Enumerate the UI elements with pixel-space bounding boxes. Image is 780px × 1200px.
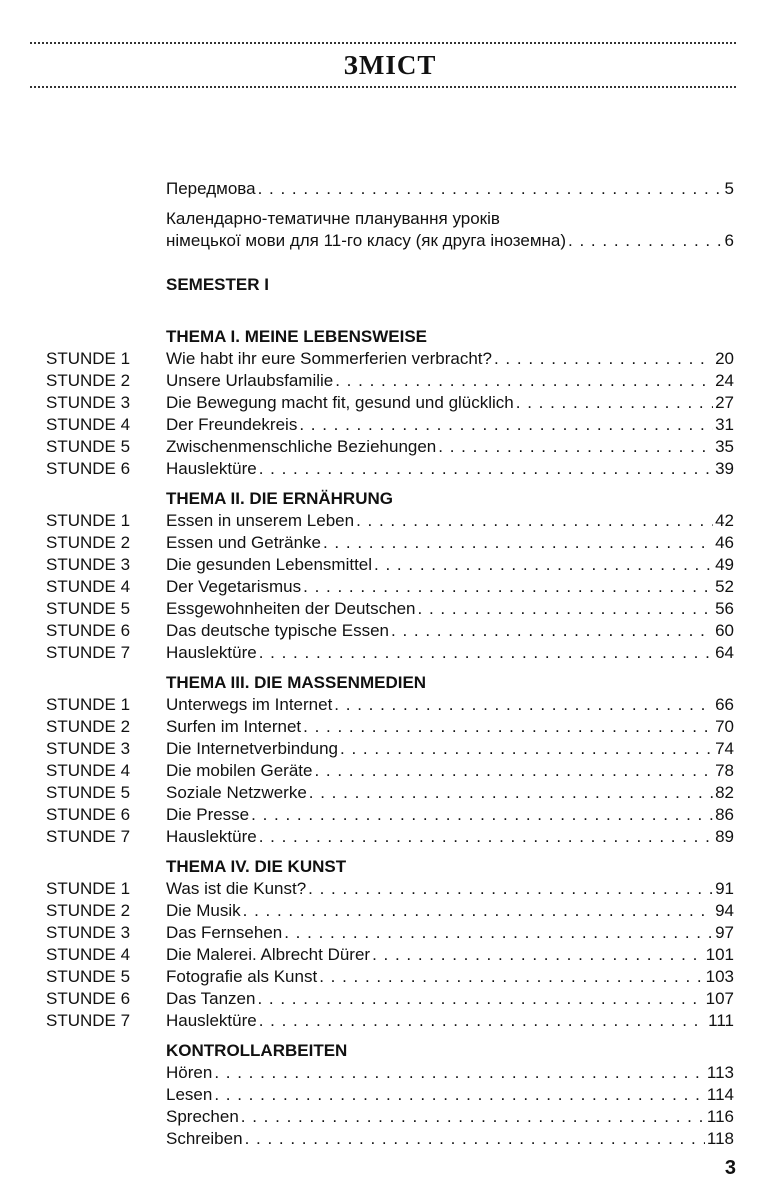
- lesson-row[interactable]: [0, 966, 780, 988]
- theme-heading: THEMA I. MEINE LEBENSWEISE: [166, 327, 428, 346]
- lesson-row[interactable]: [0, 922, 780, 944]
- lesson-number: STUNDE 5: [46, 599, 131, 618]
- dot-leader: [314, 760, 713, 782]
- lesson-row[interactable]: [0, 826, 780, 848]
- lesson-number: STUNDE 5: [46, 783, 131, 802]
- theme-heading: THEMA IV. DIE KUNST: [166, 857, 347, 876]
- lesson-number: STUNDE 6: [46, 989, 131, 1008]
- theme-heading-row: [0, 856, 780, 878]
- lesson-number: STUNDE 4: [46, 761, 131, 780]
- lesson-title: Die Bewegung macht fit, gesund und glücklich: [166, 393, 514, 412]
- dot-leader: [356, 510, 713, 532]
- lesson-number: STUNDE 2: [46, 533, 131, 552]
- dot-leader: [257, 988, 703, 1010]
- lesson-title: Die gesunden Lebensmittel: [166, 555, 373, 574]
- lesson-row[interactable]: [0, 436, 780, 458]
- dot-leader: [214, 1062, 705, 1084]
- lesson-row[interactable]: [0, 988, 780, 1010]
- lesson-row[interactable]: [0, 576, 780, 598]
- dot-leader: [258, 178, 723, 200]
- lesson-page: 86: [715, 805, 734, 824]
- theme-heading: THEMA III. DIE MASSENMEDIEN: [166, 673, 427, 692]
- toc-entry-planning[interactable]: [0, 230, 780, 252]
- dot-leader: [494, 348, 713, 370]
- lesson-title: Fotografie als Kunst: [166, 967, 318, 986]
- lesson-row[interactable]: [0, 760, 780, 782]
- lesson-page: 89: [715, 827, 734, 846]
- theme-heading-row: [0, 672, 780, 694]
- lesson-number: STUNDE 1: [46, 511, 131, 530]
- lesson-page: 94: [715, 901, 734, 920]
- lesson-row[interactable]: [0, 348, 780, 370]
- lesson-page: 35: [715, 437, 734, 456]
- dot-leader: [243, 900, 713, 922]
- test-page: 118: [706, 1129, 734, 1148]
- dot-leader: [299, 414, 713, 436]
- lesson-number: STUNDE 4: [46, 945, 131, 964]
- lesson-title: Hauslektüre: [166, 1011, 257, 1030]
- test-title: Sprechen: [166, 1107, 239, 1126]
- lesson-number: STUNDE 6: [46, 805, 131, 824]
- lesson-number: STUNDE 7: [46, 643, 131, 662]
- dot-leader: [372, 944, 704, 966]
- dot-leader: [309, 782, 713, 804]
- dot-leader: [334, 694, 713, 716]
- lesson-title: Die Musik: [166, 901, 241, 920]
- lesson-row[interactable]: [0, 620, 780, 642]
- lesson-page: 107: [705, 989, 734, 1008]
- lesson-page: 42: [715, 511, 734, 530]
- lesson-number: STUNDE 2: [46, 371, 131, 390]
- table-of-contents: [0, 178, 780, 1150]
- theme-heading-row: [0, 488, 780, 510]
- dot-leader: [418, 598, 714, 620]
- lesson-title: Was ist die Kunst?: [166, 879, 307, 898]
- lesson-title: Hauslektüre: [166, 827, 257, 846]
- lesson-page: 52: [715, 577, 734, 596]
- lesson-page: 31: [715, 415, 734, 434]
- lesson-row[interactable]: [0, 510, 780, 532]
- toc-entry-page: 6: [724, 231, 734, 250]
- dot-leader: [241, 1106, 705, 1128]
- lesson-title: Unsere Urlaubsfamilie: [166, 371, 334, 390]
- lesson-row[interactable]: [0, 642, 780, 664]
- toc-entry-title: німецької мови для 11-го класу (як друга іноземна): [166, 231, 567, 250]
- lesson-title: Zwischenmenschliche Beziehungen: [166, 437, 437, 456]
- lesson-row[interactable]: [0, 1010, 780, 1032]
- semester-heading-row: [0, 274, 780, 296]
- lesson-number: STUNDE 5: [46, 967, 131, 986]
- lesson-row[interactable]: [0, 804, 780, 826]
- lesson-number: STUNDE 7: [46, 1011, 131, 1030]
- lesson-number: STUNDE 3: [46, 923, 131, 942]
- theme-heading-row: [0, 326, 780, 348]
- lesson-title: Surfen im Internet: [166, 717, 302, 736]
- lesson-page: 97: [715, 923, 734, 942]
- dot-leader: [303, 576, 713, 598]
- lesson-row[interactable]: [0, 414, 780, 436]
- bottom-dotted-rule: [30, 86, 736, 88]
- tests-heading: KONTROLLARBEITEN: [166, 1041, 348, 1060]
- lesson-title: Essgewohnheiten der Deutschen: [166, 599, 416, 618]
- lesson-title: Der Freundekreis: [166, 415, 298, 434]
- dot-leader: [251, 804, 713, 826]
- lesson-row[interactable]: [0, 370, 780, 392]
- lesson-title: Das Fernsehen: [166, 923, 283, 942]
- lesson-page: 78: [715, 761, 734, 780]
- dot-leader: [323, 532, 713, 554]
- lesson-page: 111: [708, 1011, 734, 1030]
- lesson-number: STUNDE 1: [46, 879, 131, 898]
- lesson-number: STUNDE 3: [46, 555, 131, 574]
- toc-entry-foreword[interactable]: [0, 178, 780, 200]
- lesson-number: STUNDE 3: [46, 739, 131, 758]
- lesson-row[interactable]: [0, 392, 780, 414]
- lesson-number: STUNDE 2: [46, 901, 131, 920]
- lesson-page: 46: [715, 533, 734, 552]
- test-page: 116: [706, 1107, 734, 1126]
- test-row[interactable]: [0, 1062, 780, 1084]
- dot-leader: [568, 230, 723, 252]
- lesson-number: STUNDE 1: [46, 349, 131, 368]
- lesson-row[interactable]: [0, 944, 780, 966]
- page-title: ЗМІСТ: [343, 50, 437, 80]
- theme-heading: THEMA II. DIE ERNÄHRUNG: [166, 489, 393, 508]
- lesson-title: Unterwegs im Internet: [166, 695, 333, 714]
- lesson-number: STUNDE 6: [46, 621, 131, 640]
- lesson-row[interactable]: [0, 782, 780, 804]
- lesson-page: 60: [715, 621, 734, 640]
- lesson-title: Das Tanzen: [166, 989, 256, 1008]
- toc-entry-page: 5: [724, 179, 734, 198]
- lesson-number: STUNDE 4: [46, 577, 131, 596]
- lesson-page: 70: [715, 717, 734, 736]
- lesson-title: Die Malerei. Albrecht Dürer: [166, 945, 371, 964]
- tests-heading-row: [0, 1040, 780, 1062]
- lesson-page: 91: [715, 879, 734, 898]
- lesson-page: 66: [715, 695, 734, 714]
- lesson-title: Soziale Netzwerke: [166, 783, 307, 802]
- lesson-row[interactable]: [0, 878, 780, 900]
- lesson-page: 27: [715, 393, 734, 412]
- dot-leader: [516, 392, 713, 414]
- test-row[interactable]: [0, 1106, 780, 1128]
- lesson-page: 74: [715, 739, 734, 758]
- dot-leader: [308, 878, 713, 900]
- lesson-row[interactable]: [0, 598, 780, 620]
- toc-entry-title: Передмова: [166, 179, 256, 198]
- dot-leader: [319, 966, 703, 988]
- test-title: Schreiben: [166, 1129, 243, 1148]
- semester-heading: SEMESTER I: [166, 275, 269, 294]
- lesson-title: Die Internetverbindung: [166, 739, 339, 758]
- lesson-row[interactable]: [0, 458, 780, 480]
- test-row[interactable]: [0, 1128, 780, 1150]
- lesson-page: 20: [715, 349, 734, 368]
- lesson-page: 101: [705, 945, 734, 964]
- lesson-number: STUNDE 2: [46, 717, 131, 736]
- dot-leader: [259, 458, 713, 480]
- lesson-title: Essen in unserem Leben: [166, 511, 355, 530]
- lesson-number: STUNDE 4: [46, 415, 131, 434]
- test-row[interactable]: [0, 1084, 780, 1106]
- lesson-title: Die Presse: [166, 805, 250, 824]
- lesson-row[interactable]: [0, 694, 780, 716]
- lesson-number: STUNDE 7: [46, 827, 131, 846]
- lesson-page: 39: [715, 459, 734, 478]
- dot-leader: [259, 1010, 706, 1032]
- lesson-page: 24: [715, 371, 734, 390]
- lesson-number: STUNDE 6: [46, 459, 131, 478]
- lesson-row[interactable]: [0, 900, 780, 922]
- lesson-page: 49: [715, 555, 734, 574]
- lesson-title: Hauslektüre: [166, 643, 257, 662]
- lesson-row[interactable]: [0, 554, 780, 576]
- lesson-number: STUNDE 3: [46, 393, 131, 412]
- lesson-row[interactable]: [0, 532, 780, 554]
- test-page: 113: [706, 1063, 734, 1082]
- lesson-page: 64: [715, 643, 734, 662]
- dot-leader: [245, 1128, 705, 1150]
- lesson-row[interactable]: [0, 716, 780, 738]
- lesson-page: 103: [705, 967, 734, 986]
- lesson-page: 82: [715, 783, 734, 802]
- test-title: Lesen: [166, 1085, 213, 1104]
- dot-leader: [259, 642, 713, 664]
- dot-leader: [284, 922, 713, 944]
- lesson-row[interactable]: [0, 738, 780, 760]
- dot-leader: [335, 370, 713, 392]
- lesson-title: Essen und Getränke: [166, 533, 321, 552]
- lesson-title: Das deutsche typische Essen: [166, 621, 390, 640]
- dot-leader: [340, 738, 713, 760]
- top-dotted-rule: [30, 42, 736, 44]
- toc-entry-planning-line1[interactable]: [0, 208, 780, 230]
- dot-leader: [438, 436, 713, 458]
- lesson-page: 56: [715, 599, 734, 618]
- lesson-title: Der Vegetarismus: [166, 577, 302, 596]
- lesson-number: STUNDE 5: [46, 437, 131, 456]
- lesson-number: STUNDE 1: [46, 695, 131, 714]
- dot-leader: [214, 1084, 705, 1106]
- lesson-title: Hauslektüre: [166, 459, 257, 478]
- page-number: 3: [724, 1157, 736, 1179]
- lesson-title: Die mobilen Geräte: [166, 761, 313, 780]
- dot-leader: [303, 716, 713, 738]
- test-title: Hören: [166, 1063, 213, 1082]
- dot-leader: [374, 554, 713, 576]
- test-page: 114: [706, 1085, 734, 1104]
- dot-leader: [259, 826, 713, 848]
- lesson-title: Wie habt ihr eure Sommerferien verbracht?: [166, 349, 492, 368]
- toc-entry-title: Календарно-тематичне планування уроків: [166, 209, 500, 228]
- dot-leader: [391, 620, 713, 642]
